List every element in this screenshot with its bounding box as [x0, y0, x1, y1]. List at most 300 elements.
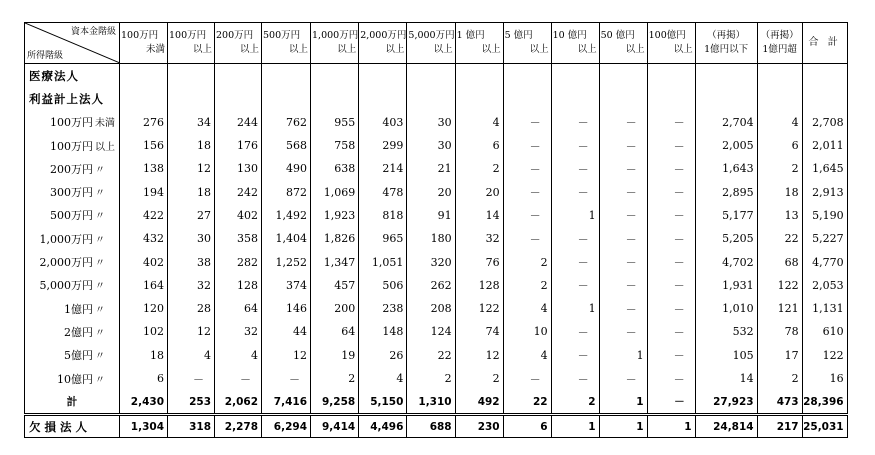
data-cell: 4	[503, 297, 551, 320]
data-cell: －	[551, 111, 599, 134]
section-row-profit	[25, 87, 848, 110]
empty-cell	[455, 87, 503, 110]
data-cell: 2	[311, 367, 359, 390]
row-label-amount: 200万円	[50, 162, 93, 176]
data-cell: 872	[262, 180, 311, 203]
data-cell: －	[168, 367, 215, 390]
data-cell: 2,053	[802, 274, 847, 297]
data-cell: －	[599, 180, 647, 203]
row-label-suffix: 〃	[95, 281, 105, 293]
data-cell: 2,430	[120, 390, 168, 415]
data-cell: －	[551, 250, 599, 273]
column-header	[359, 23, 407, 64]
column-header	[262, 23, 311, 64]
table-row	[25, 111, 848, 134]
data-cell: 176	[215, 134, 262, 157]
data-cell: －	[647, 320, 695, 343]
data-cell: 1,304	[120, 415, 168, 438]
data-cell: 6,294	[262, 415, 311, 438]
data-cell: 1,310	[407, 390, 455, 415]
data-cell: 1,404	[262, 227, 311, 250]
row-label	[25, 320, 120, 343]
data-cell: 4,496	[359, 415, 407, 438]
header-row	[25, 23, 848, 64]
data-cell: 122	[455, 297, 503, 320]
data-cell: 320	[407, 250, 455, 273]
table-row	[25, 157, 848, 180]
data-cell: －	[599, 297, 647, 320]
data-cell: 18	[120, 344, 168, 367]
data-cell: －	[551, 134, 599, 157]
column-header-top: 100億円	[648, 30, 686, 41]
data-cell: －	[599, 227, 647, 250]
data-cell: 4	[455, 111, 503, 134]
table-row	[25, 227, 848, 250]
row-label	[25, 344, 120, 367]
column-header-bottom: 未満	[145, 44, 165, 55]
data-cell: 506	[359, 274, 407, 297]
data-cell: 2,062	[215, 390, 262, 415]
empty-cell	[120, 64, 168, 88]
column-header-bottom: 以上	[288, 44, 308, 55]
table-row	[25, 274, 848, 297]
data-cell: 432	[120, 227, 168, 250]
row-label	[25, 111, 120, 134]
empty-cell	[168, 87, 215, 110]
empty-cell	[503, 87, 551, 110]
empty-cell	[695, 87, 757, 110]
data-cell: 5,190	[802, 204, 847, 227]
data-cell: －	[599, 367, 647, 390]
data-cell: 32	[168, 274, 215, 297]
data-cell: －	[503, 227, 551, 250]
data-cell: －	[503, 134, 551, 157]
data-cell: －	[262, 367, 311, 390]
column-header-bottom: 1億円以下	[704, 44, 749, 55]
row-label-suffix: 〃	[95, 211, 105, 223]
table-row	[25, 320, 848, 343]
data-cell: 490	[262, 157, 311, 180]
data-cell: 422	[120, 204, 168, 227]
data-cell: 1,010	[695, 297, 757, 320]
data-cell: 44	[262, 320, 311, 343]
empty-cell	[168, 64, 215, 88]
data-cell: 76	[455, 250, 503, 273]
data-cell: 22	[757, 227, 802, 250]
data-cell: 818	[359, 204, 407, 227]
loss-corporations-row	[25, 415, 848, 438]
data-cell: 214	[359, 157, 407, 180]
column-header-bottom: 以上	[625, 44, 645, 55]
row-label-amount: 2,000万円	[39, 256, 93, 270]
data-cell: 473	[757, 390, 802, 415]
column-header-bottom: 以上	[577, 44, 597, 55]
data-cell: 492	[455, 390, 503, 415]
data-cell: 180	[407, 227, 455, 250]
data-cell: 64	[311, 320, 359, 343]
data-cell: 2,011	[802, 134, 847, 157]
data-cell: －	[599, 250, 647, 273]
data-cell: 6	[455, 134, 503, 157]
data-cell: －	[599, 274, 647, 297]
data-cell: 4	[503, 344, 551, 367]
data-cell: －	[599, 204, 647, 227]
table-row	[25, 297, 848, 320]
data-cell: 27,923	[695, 390, 757, 415]
data-cell: －	[503, 157, 551, 180]
data-cell: 2	[757, 367, 802, 390]
data-cell: 74	[455, 320, 503, 343]
table-row	[25, 204, 848, 227]
column-header-bottom: 以上	[192, 44, 212, 55]
data-cell: 4,702	[695, 250, 757, 273]
data-cell: 2,278	[215, 415, 262, 438]
data-cell: 21	[407, 157, 455, 180]
empty-cell	[359, 64, 407, 88]
data-cell: 34	[168, 111, 215, 134]
data-cell: 478	[359, 180, 407, 203]
data-cell: 1	[599, 390, 647, 415]
data-cell: 4	[168, 344, 215, 367]
section-row-medical	[25, 64, 848, 88]
data-cell: 22	[407, 344, 455, 367]
table-row	[25, 344, 848, 367]
data-cell: －	[647, 344, 695, 367]
empty-cell	[802, 87, 847, 110]
data-cell: 1,923	[311, 204, 359, 227]
row-label	[25, 204, 120, 227]
empty-cell	[551, 87, 599, 110]
data-cell: 24,814	[695, 415, 757, 438]
row-label	[25, 297, 120, 320]
column-header-bottom: 以上	[385, 44, 405, 55]
data-cell: 13	[757, 204, 802, 227]
empty-cell	[647, 87, 695, 110]
corner-income-label: 所得階級	[27, 51, 64, 61]
loss-corporations-label: 欠損法人	[25, 415, 120, 438]
data-cell: 5,177	[695, 204, 757, 227]
data-cell: 22	[503, 390, 551, 415]
column-header-bottom: 以上	[239, 44, 259, 55]
data-cell: －	[551, 367, 599, 390]
row-label-amount: 5億円	[64, 349, 93, 363]
empty-cell	[503, 64, 551, 88]
data-cell: 568	[262, 134, 311, 157]
data-cell: 156	[120, 134, 168, 157]
data-cell: 1,492	[262, 204, 311, 227]
data-cell: 105	[695, 344, 757, 367]
data-cell: 18	[168, 134, 215, 157]
data-cell: 1	[551, 297, 599, 320]
data-cell: 242	[215, 180, 262, 203]
data-cell: 318	[168, 415, 215, 438]
row-label-amount: 100万円	[50, 116, 93, 130]
row-label-suffix: 〃	[95, 188, 105, 200]
data-cell: 6	[757, 134, 802, 157]
column-header	[455, 23, 503, 64]
empty-cell	[599, 64, 647, 88]
data-cell: 2,708	[802, 111, 847, 134]
data-cell: 457	[311, 274, 359, 297]
data-cell: 6	[120, 367, 168, 390]
empty-cell	[757, 87, 802, 110]
row-label	[25, 367, 120, 390]
row-label-amount: 1億円	[64, 302, 93, 316]
column-header-top: 5,000万円	[408, 30, 455, 41]
data-cell: 2,895	[695, 180, 757, 203]
row-label	[25, 227, 120, 250]
data-cell: 25,031	[802, 415, 847, 438]
empty-cell	[599, 87, 647, 110]
data-cell: －	[503, 180, 551, 203]
data-cell: 2	[455, 157, 503, 180]
data-cell: －	[503, 111, 551, 134]
data-cell: －	[647, 111, 695, 134]
data-cell: －	[551, 227, 599, 250]
data-cell: 130	[215, 157, 262, 180]
data-cell: 68	[757, 250, 802, 273]
data-cell: －	[647, 250, 695, 273]
data-cell: 638	[311, 157, 359, 180]
column-header-top: （再掲）	[707, 30, 746, 41]
column-header-top: 1 億円	[456, 30, 485, 41]
data-cell: －	[215, 367, 262, 390]
data-cell: －	[551, 344, 599, 367]
data-cell: 124	[407, 320, 455, 343]
row-label	[25, 157, 120, 180]
row-label-suffix: 以上	[95, 141, 115, 153]
data-cell: 688	[407, 415, 455, 438]
row-label-amount: 1,000万円	[39, 232, 93, 246]
data-cell: 12	[455, 344, 503, 367]
row-label-suffix: 〃	[95, 304, 105, 316]
data-cell: 1,645	[802, 157, 847, 180]
data-cell: 238	[359, 297, 407, 320]
data-cell: 12	[262, 344, 311, 367]
data-cell: 2	[455, 367, 503, 390]
data-cell: 276	[120, 111, 168, 134]
data-cell: 30	[407, 111, 455, 134]
data-cell: 1,643	[695, 157, 757, 180]
empty-cell	[647, 64, 695, 88]
empty-cell	[695, 64, 757, 88]
data-cell: 1,051	[359, 250, 407, 273]
data-cell: 1	[551, 415, 599, 438]
column-header-top: 1,000万円	[312, 30, 359, 41]
empty-cell	[120, 87, 168, 110]
data-cell: 26	[359, 344, 407, 367]
data-cell: 18	[168, 180, 215, 203]
column-header	[757, 23, 802, 64]
empty-cell	[455, 64, 503, 88]
row-label-suffix: 〃	[95, 374, 105, 386]
data-cell: 30	[168, 227, 215, 250]
data-cell: 128	[455, 274, 503, 297]
data-cell: 253	[168, 390, 215, 415]
column-header-top: 5 億円	[504, 30, 533, 41]
data-cell: －	[647, 297, 695, 320]
data-cell: 1	[647, 415, 695, 438]
data-cell: 2,005	[695, 134, 757, 157]
data-cell: 955	[311, 111, 359, 134]
data-cell: －	[551, 157, 599, 180]
data-cell: －	[551, 274, 599, 297]
data-cell: 230	[455, 415, 503, 438]
data-cell: 18	[757, 180, 802, 203]
row-label-amount: 5,000万円	[39, 279, 93, 293]
data-cell: 194	[120, 180, 168, 203]
column-header	[551, 23, 599, 64]
row-label	[25, 274, 120, 297]
column-header	[599, 23, 647, 64]
corner-capital-label: 資本金階級	[70, 27, 116, 37]
data-cell: 1	[599, 415, 647, 438]
data-cell: 14	[695, 367, 757, 390]
empty-cell	[215, 87, 262, 110]
row-label	[25, 180, 120, 203]
data-cell: －	[647, 227, 695, 250]
data-cell: －	[551, 320, 599, 343]
data-cell: 1,826	[311, 227, 359, 250]
data-cell: 374	[262, 274, 311, 297]
column-header	[215, 23, 262, 64]
data-cell: 1	[599, 344, 647, 367]
corner-header	[25, 23, 120, 64]
column-header-top: 50 億円	[600, 30, 635, 41]
column-header-top: 100万円	[121, 30, 159, 41]
data-cell: 6	[503, 415, 551, 438]
data-cell: 14	[455, 204, 503, 227]
data-cell: 1,069	[311, 180, 359, 203]
data-cell: －	[503, 204, 551, 227]
data-cell: 208	[407, 297, 455, 320]
empty-cell	[311, 87, 359, 110]
data-cell: 122	[802, 344, 847, 367]
table-body	[25, 64, 848, 438]
data-cell: －	[599, 134, 647, 157]
data-cell: 200	[311, 297, 359, 320]
data-cell: 1,252	[262, 250, 311, 273]
data-cell: 282	[215, 250, 262, 273]
empty-cell	[359, 87, 407, 110]
data-cell: 27	[168, 204, 215, 227]
data-cell: 532	[695, 320, 757, 343]
data-cell: 1,131	[802, 297, 847, 320]
column-header-bottom: 以上	[481, 44, 501, 55]
column-header-top: 2,000万円	[360, 30, 407, 41]
data-cell: －	[647, 274, 695, 297]
data-cell: 148	[359, 320, 407, 343]
data-cell: 17	[757, 344, 802, 367]
data-cell: 12	[168, 157, 215, 180]
data-cell: －	[599, 111, 647, 134]
empty-cell	[215, 64, 262, 88]
empty-cell	[802, 64, 847, 88]
empty-cell	[757, 64, 802, 88]
row-label-amount: 100万円	[50, 139, 93, 153]
data-cell: 5,150	[359, 390, 407, 415]
data-cell: 10	[503, 320, 551, 343]
column-header	[695, 23, 757, 64]
data-cell: 402	[120, 250, 168, 273]
data-cell: 28,396	[802, 390, 847, 415]
data-cell: 20	[407, 180, 455, 203]
data-cell: 217	[757, 415, 802, 438]
data-cell: 2,913	[802, 180, 847, 203]
data-table	[24, 22, 848, 438]
row-label-amount: 300万円	[50, 186, 93, 200]
data-cell: 402	[215, 204, 262, 227]
data-cell: 7,416	[262, 390, 311, 415]
data-cell: －	[551, 180, 599, 203]
row-label	[25, 134, 120, 157]
data-cell: 28	[168, 297, 215, 320]
row-label-suffix: 〃	[95, 327, 105, 339]
column-header-top: 100万円	[169, 30, 207, 41]
column-header-top: 10 億円	[552, 30, 587, 41]
column-header	[647, 23, 695, 64]
data-cell: －	[647, 180, 695, 203]
data-cell: 32	[455, 227, 503, 250]
data-cell: －	[599, 320, 647, 343]
data-cell: 610	[802, 320, 847, 343]
data-cell: 30	[407, 134, 455, 157]
column-header-bottom: 以上	[529, 44, 549, 55]
data-cell: 403	[359, 111, 407, 134]
row-label-amount: 2億円	[64, 325, 93, 339]
data-cell: 9,414	[311, 415, 359, 438]
total-label: 計	[25, 390, 120, 415]
table-row	[25, 250, 848, 273]
empty-cell	[551, 64, 599, 88]
data-cell: －	[599, 157, 647, 180]
empty-cell	[407, 87, 455, 110]
data-cell: 2	[757, 157, 802, 180]
column-header-top: 500万円	[263, 30, 301, 41]
data-cell: 4	[215, 344, 262, 367]
column-header	[407, 23, 455, 64]
data-cell: 4	[359, 367, 407, 390]
data-cell: 2	[503, 274, 551, 297]
data-cell: 299	[359, 134, 407, 157]
data-cell: －	[647, 390, 695, 415]
row-label-suffix: 〃	[95, 164, 105, 176]
data-cell: 19	[311, 344, 359, 367]
data-cell: 262	[407, 274, 455, 297]
column-header	[311, 23, 359, 64]
table-row	[25, 134, 848, 157]
row-label	[25, 250, 120, 273]
column-header-top: 200万円	[216, 30, 254, 41]
data-cell: 2	[407, 367, 455, 390]
column-header-bottom: 1億円超	[762, 44, 797, 55]
data-cell: 1,931	[695, 274, 757, 297]
column-header-bottom: 以上	[673, 44, 693, 55]
data-cell: －	[647, 367, 695, 390]
data-cell: －	[647, 157, 695, 180]
empty-cell	[407, 64, 455, 88]
data-cell: 2	[503, 250, 551, 273]
data-cell: 244	[215, 111, 262, 134]
data-cell: 91	[407, 204, 455, 227]
section-label-medical: 医療法人	[25, 64, 120, 88]
empty-cell	[262, 87, 311, 110]
data-cell: 138	[120, 157, 168, 180]
empty-cell	[262, 64, 311, 88]
data-cell: 20	[455, 180, 503, 203]
data-cell: 1,347	[311, 250, 359, 273]
data-cell: 164	[120, 274, 168, 297]
